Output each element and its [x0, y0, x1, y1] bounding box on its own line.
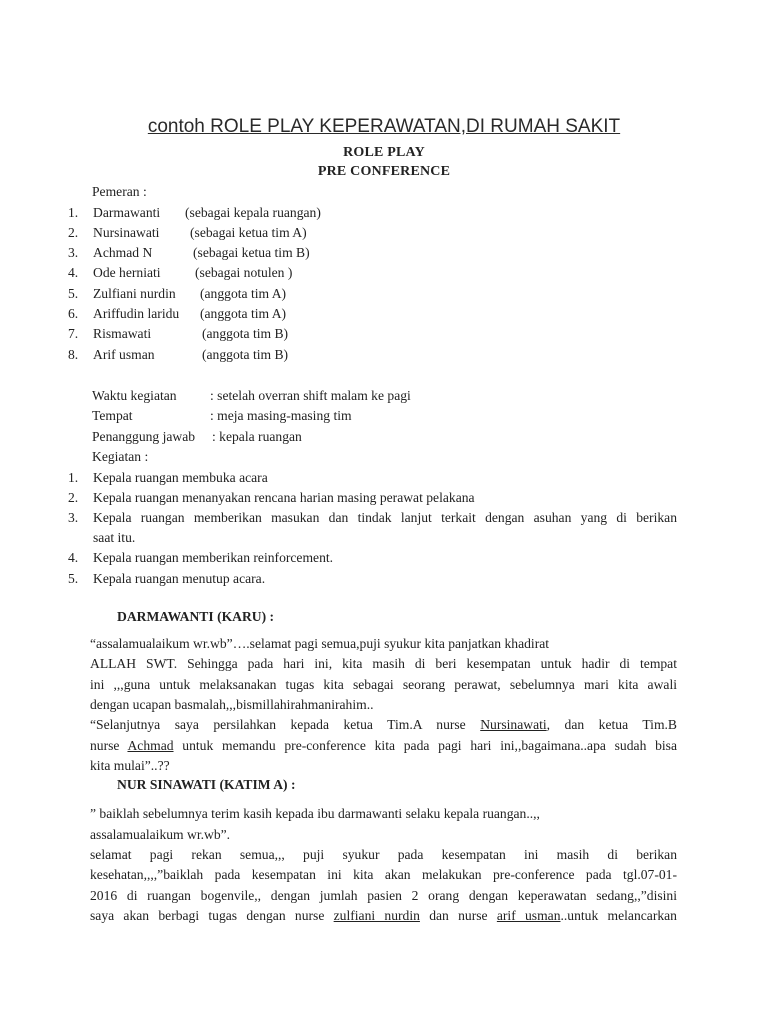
activity-text-continued: saat itu. [93, 530, 136, 545]
cast-role: (sebagai notulen ) [195, 265, 293, 280]
underlined-name: Achmad [127, 738, 174, 753]
dialogue-text: nurse [90, 738, 120, 753]
cast-number: 7. [68, 326, 79, 341]
dialogue-line: kita mulai”..?? [90, 758, 170, 773]
dialogue-line: selamat pagi rekan semua,,, puji syukur pada kesempatan ini masih di berikan [90, 847, 677, 862]
cast-number: 5. [68, 286, 79, 301]
cast-number: 3. [68, 245, 79, 260]
cast-name: Ariffudin laridu [93, 306, 180, 321]
cast-role: (anggota tim A) [200, 286, 287, 301]
cast-role: (sebagai kepala ruangan) [185, 205, 321, 220]
dialogue-text: saya akan berbagi tugas dengan nurse [90, 908, 325, 923]
dialogue-line: 2016 di ruangan bogenvile,, dengan jumlah pasien 2 orang dengan keperawatan sedang,,”disini [90, 888, 677, 903]
activity-number: 4. [68, 550, 79, 565]
dialogue-line: ALLAH SWT. Sehingga pada hari ini, kita masih di beri kesempatan untuk hadir di tempat [90, 656, 677, 671]
dialogue-line: dengan ucapan basmalah,,,bismillahirahmanirahim.. [90, 697, 374, 712]
activities-label: Kegiatan : [92, 449, 149, 464]
activity-text: Kepala ruangan menanyakan rencana harian masing perawat pelakana [93, 490, 475, 505]
cast-name: Ode herniati [93, 265, 161, 280]
cast-number: 6. [68, 306, 79, 321]
underlined-name: zulfiani nurdin [333, 908, 420, 923]
dialogue-line [90, 717, 677, 737]
underlined-name: Nursinawati [480, 717, 547, 732]
activity-number: 1. [68, 470, 79, 485]
activity-text: Kepala ruangan memberikan reinforcement. [93, 550, 334, 565]
cast-name: Rismawati [93, 326, 152, 341]
dialogue-line: assalamualaikum wr.wb”. [90, 827, 231, 842]
cast-number: 4. [68, 265, 79, 280]
info-value: : kepala ruangan [212, 429, 302, 444]
cast-number: 8. [68, 347, 79, 362]
cast-role: (sebagai ketua tim A) [190, 225, 307, 240]
dialogue-line: ” baiklah sebelumnya terim kasih kepada ibu darmawanti selaku kepala ruangan..,, [90, 806, 540, 821]
cast-role: (anggota tim A) [200, 306, 287, 321]
activity-text: Kepala ruangan menutup acara. [93, 571, 266, 586]
roleplay-heading: ROLE PLAY [343, 145, 425, 160]
cast-role: (anggota tim B) [202, 347, 289, 362]
cast-name: Nursinawati [93, 225, 160, 240]
info-label: Waktu kegiatan [92, 388, 177, 403]
speaker-heading-karu: DARMAWANTI (KARU) : [117, 609, 275, 624]
dialogue-line: “assalamualaikum wr.wb”….selamat pagi semua,puji syukur kita panjatkan khadirat [90, 636, 550, 651]
info-label: Penanggung jawab [92, 429, 196, 444]
activity-number: 3. [68, 510, 79, 525]
info-value: : setelah overran shift malam ke pagi [210, 388, 411, 403]
activity-number: 5. [68, 571, 79, 586]
cast-name: Darmawanti [93, 205, 161, 220]
cast-number: 2. [68, 225, 79, 240]
dialogue-line [90, 908, 677, 928]
info-label: Tempat [92, 408, 133, 423]
activity-text: Kepala ruangan memberikan masukan dan tindak lanjut terkait dengan asuhan yang di berikan [93, 510, 677, 525]
dialogue-text: , dan ketua Tim.B [546, 717, 677, 732]
cast-role: (anggota tim B) [202, 326, 289, 341]
dialogue-text: dan nurse [429, 908, 488, 923]
dialogue-text: ..untuk melancarkan [560, 908, 677, 923]
dialogue-text: “Selanjutnya saya persilahkan kepada ketua Tim.A nurse [90, 717, 466, 732]
cast-name: Arif usman [93, 347, 155, 362]
info-value: : meja masing-masing tim [210, 408, 352, 423]
activity-number: 2. [68, 490, 79, 505]
cast-name: Achmad N [93, 245, 153, 260]
document-title: contoh ROLE PLAY KEPERAWATAN,DI RUMAH SAKIT [147, 116, 621, 137]
underlined-name: arif usman [496, 908, 561, 923]
cast-role: (sebagai ketua tim B) [193, 245, 310, 260]
cast-label: Pemeran : [92, 184, 147, 199]
dialogue-line: ini ,,,guna untuk melaksanakan tugas kita sebagai seorang perawat, sebelumnya mari kita awali [90, 677, 677, 692]
cast-name: Zulfiani nurdin [93, 286, 176, 301]
preconference-heading: PRE CONFERENCE [317, 164, 451, 179]
dialogue-text: untuk memandu pre-conference kita pada pagi hari ini,,bagaimana..apa sudah bisa [182, 738, 677, 753]
activity-text: Kepala ruangan membuka acara [93, 470, 268, 485]
speaker-heading-katim-a: NUR SINAWATI (KATIM A) : [117, 777, 296, 792]
cast-number: 1. [68, 205, 79, 220]
dialogue-line [90, 738, 677, 758]
dialogue-line: kesehatan,,,,”baiklah pada kesempatan ini kita akan melakukan pre-conference pada tgl.07-01- [90, 867, 677, 882]
